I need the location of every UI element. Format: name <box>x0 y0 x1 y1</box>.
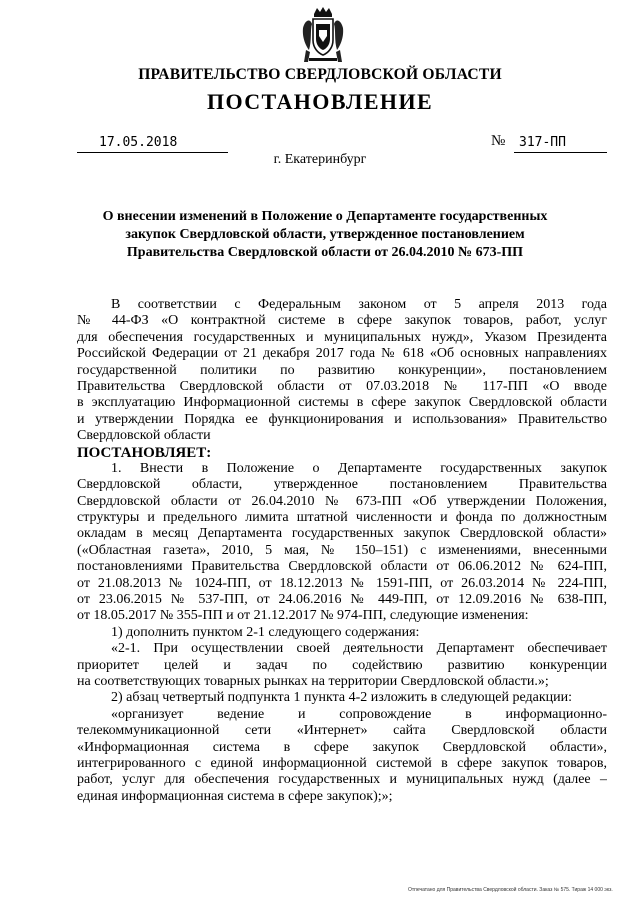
body-line: «организует ведение и сопровождение в информационно- <box>111 706 607 722</box>
title-line: закупок Свердловской области, утвержденное постановлением <box>125 227 525 242</box>
body-line: работ, услуг для обеспечения государственных и муниципальных нужд (далее – <box>77 772 607 788</box>
body-line: от 21.08.2013 № 1024-ПП, от 18.12.2013 № 1591-ПП, от 26.03.2014 № 224-ПП, <box>77 575 607 591</box>
body-line: Свердловской области <box>77 428 211 444</box>
body-line: от 18.05.2017 № 355-ПП и от 21.12.2017 № 974-ПП, следующие изменения: <box>77 608 529 624</box>
coat-of-arms-icon <box>300 6 346 64</box>
body-line: 2) абзац четвертый подпункта 1 пункта 4-2 изложить в следующей редакции: <box>111 690 573 706</box>
print-note: Отпечатано для Правительства Свердловской области. Заказ № 575. Тираж 14 000 экз. <box>408 887 613 893</box>
body-line: на соответствующих товарных рынках на территории Свердловской области.»; <box>77 673 549 689</box>
body-line: интегрированного с единой информационной системой в сфере закупок товаров, <box>77 755 607 771</box>
body-line: Российской Федерации от 21 декабря 2017 года № 618 «Об основных направлениях <box>77 346 607 362</box>
body-line: в эксплуатацию Информационной системы в сфере закупок Свердловской области <box>77 395 607 411</box>
body-line: приоритет целей и задач по содействию развитию конкуренции <box>77 657 607 673</box>
title-line: Правительства Свердловской области от 26.04.2010 № 673-ПП <box>126 245 524 260</box>
body-line: от 23.06.2015 № 537-ПП, от 24.06.2016 № 449-ПП, от 12.09.2016 № 638-ПП, <box>77 592 607 608</box>
body-line: структуры и предельного лимита штатной численности и фонда по должностным <box>77 510 607 526</box>
number-value: 317-ПП <box>519 135 566 150</box>
body-line: и утверждении Порядка ее функционирования и использования» Правительство <box>77 411 607 427</box>
document-body <box>77 297 607 805</box>
org-name: ПРАВИТЕЛЬСТВО СВЕРДЛОВСКОЙ ОБЛАСТИ <box>138 66 502 83</box>
decree-keyword: ПОСТАНОВЛЯЕТ: <box>77 444 212 461</box>
body-line: государственной политики по развитию конкуренции», постановлением <box>77 362 607 378</box>
body-line: Свердловской области от 26.04.2010 № 673-ПП «Об утверждении Положения, <box>77 493 607 509</box>
city: г. Екатеринбург <box>273 152 367 167</box>
body-line: окладам в месяц Департамента государственных закупок Свердловской области» <box>77 526 607 542</box>
body-line: для обеспечения государственных и муниципальных нужд», Указом Президента <box>77 329 607 345</box>
date-value: 17.05.2018 <box>99 135 178 150</box>
body-line: Правительства Свердловской области от 07.03.2018 № 117-ПП «О вводе <box>77 378 607 394</box>
body-line: 1. Внести в Положение о Департаменте государственных закупок <box>111 460 607 476</box>
body-line: постановлениями Правительства Свердловской области от 06.06.2012 № 624-ПП, <box>77 559 607 575</box>
document-type: ПОСТАНОВЛЕНИЕ <box>206 89 434 114</box>
body-line: В соответствии с Федеральным законом от 5 апреля 2013 года <box>111 297 607 312</box>
body-line: 1) дополнить пунктом 2-1 следующего содержания: <box>111 624 420 640</box>
body-line: единая информационная система в сфере закупок);»; <box>77 788 393 804</box>
number-label: № <box>491 133 506 149</box>
title-line: О внесении изменений в Положение о Департаменте государственных <box>102 209 548 224</box>
body-line: № 44-ФЗ «О контрактной системе в сфере закупок товаров, работ, услуг <box>77 313 607 329</box>
date-field <box>77 135 228 153</box>
document-title <box>90 208 560 262</box>
number-field <box>514 135 607 153</box>
body-line: «2-1. При осуществлении своей деятельности Департамент обеспечивает <box>111 641 607 657</box>
body-line: Свердловской области, утвержденное постановлением Правительства <box>77 477 607 493</box>
body-line: «Информационная система в сфере закупок Свердловской области», <box>77 739 607 755</box>
body-line: («Областная газета», 2010, 5 мая, № 150–151) с изменениями, внесенными <box>77 542 607 558</box>
body-line: телекоммуникационной сети «Интернет» сайта Свердловской области <box>77 723 607 739</box>
